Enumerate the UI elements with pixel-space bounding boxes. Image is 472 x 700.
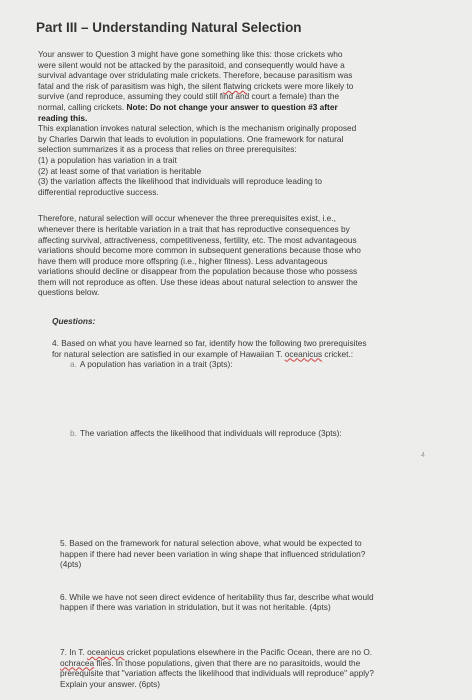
misspelled-word: flatwing — [223, 80, 252, 91]
prerequisite-1: (1) a population has variation in a trait — [38, 154, 177, 165]
note-text: Note: Do not change your answer to question #3 after — [126, 101, 338, 112]
question-6: 6. While we have not seen direct evidence of heritability thus far, describe what would happen if there was variation in stridulation, but it was not heritable. (4pts) — [60, 591, 374, 613]
question-4b: b. The variation affects the likelihood that individuals will reproduce (3pts): — [70, 427, 342, 438]
question-5: 5. Based on the framework for natural selection above, what would be expected to happen if there had never been variation in wing shape that influenced stridulation? (4pts) — [60, 538, 366, 570]
natural-selection-paragraph: Therefore, natural selection will occur whenever the three prerequisites exist, i.e., whenever there is heritable variation in a trait that has reproductive consequences by affecting survival, attractiveness, competitiveness, fertility, etc. The most advantageous variations should become more common in subsequent generations because those who have them will produce more offspring (i.e., higher fitness). Less advantageous variations should decline or disappear from the population because those who possess them will not reproduce as often. Use these ideas about natural selection to answer the questions below. — [38, 213, 361, 298]
prerequisite-3: (3) the variation affects the likelihood that individuals will reproduce leading to — [38, 176, 322, 187]
page-number: 4 — [421, 452, 425, 459]
misspelled-word: oceanicus — [87, 646, 125, 657]
prerequisite-2: (2) at least some of that variation is heritable — [38, 165, 202, 176]
question-4a: a. A population has variation in a trait (3pts): — [70, 359, 233, 370]
question-7: 7. In T. oceanicus cricket populations elsewhere in the Pacific Ocean, there are no O. ochracea flies. In those populations, given that there are no parasitoids, would the prerequisite that "variation affects the likelihood that individuals will reproduce" apply? Explain your answer. (6pts) — [60, 646, 374, 689]
misspelled-word: oceanicus — [284, 348, 323, 359]
lower-questions — [0, 538, 472, 689]
misspelled-word: ochracea — [60, 657, 95, 668]
page-title: Part III – Understanding Natural Selection — [36, 20, 302, 35]
questions-heading: Questions: — [52, 316, 96, 327]
intro-paragraph: Your answer to Question 3 might have gone something like this: those crickets who were silent would not be attacked by the parasitoid, and consequently would have a survival advantage over stridulating male crickets. Therefore, because parasitism was fatal and the risk of parasitism was high, the silent flatwing crickets were more likely to survive (and reproduce, assuming they could still find and court a female) than the normal, calling crickets. Note: Do not change your answer to question #3 after reading this. This explanation invokes natural selection, which is the mechanism originally proposed by Charles Darwin that leads to evolution in populations. One framework for natural selection summarizes it as a process that relies on three prerequisites: — [38, 49, 357, 155]
question-4: 4. Based on what you have learned so far, identify how the following two prerequisites for natural selection are satisfied in our example of Hawaiian T. oceanicus cricket.: — [52, 338, 367, 359]
prerequisite-list: (1) a population has variation in a trait (2) at least some of that variation is heritable (3) the variation affects the likelihood that individuals will reproduce leading to differential reproductive success. — [38, 155, 446, 197]
